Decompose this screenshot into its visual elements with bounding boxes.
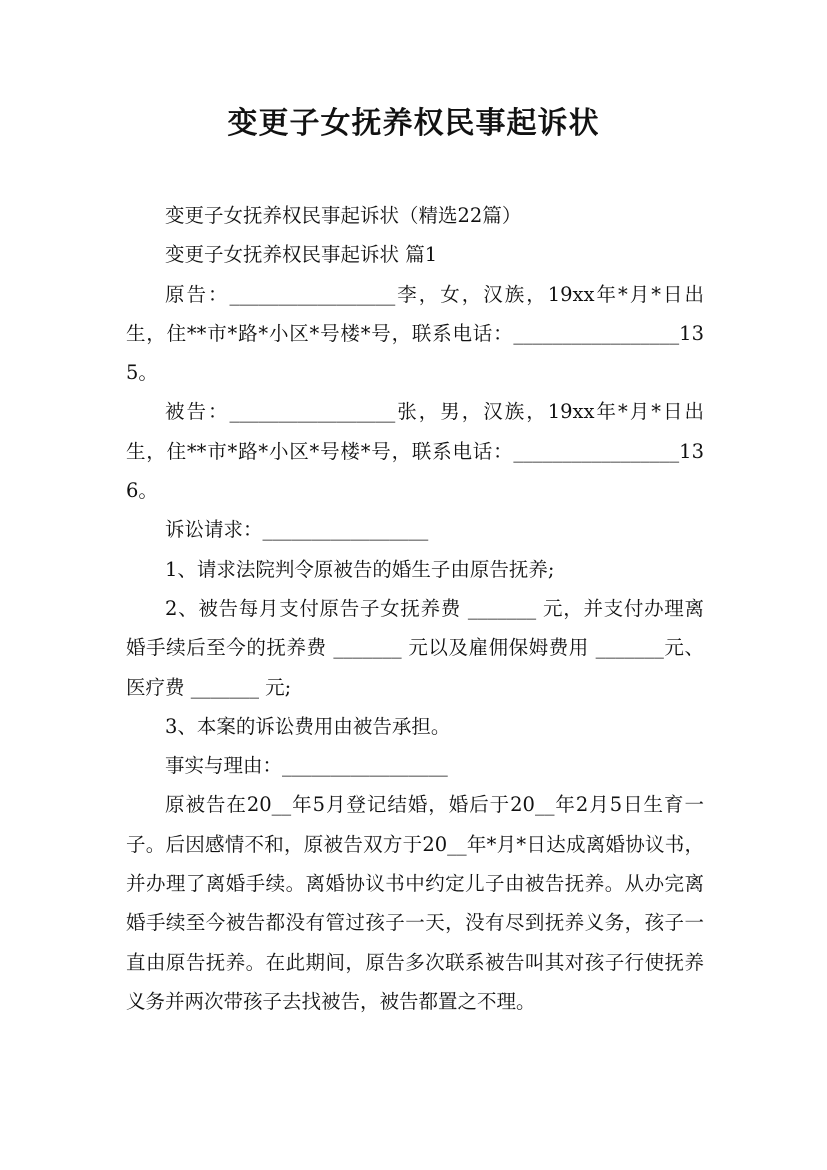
- facts-paragraph: 原被告在20__年5月登记结婚，婚后于20__年2月5日生育一子。后因感情不和，原被告双方于20__年*月*日达成离婚协议书，并办理了离婚手续。离婚协议书中约定儿子由被告抚养。从办完离婚手续至今被告都没有管过孩子一天，没有尽到抚养义务，孩子一直由原告抚养。在此期间，原告多次联系被告叫其对孩子行使抚养义务并两次带孩子去找被告，被告都置之不理。: [126, 793, 704, 1013]
- document-body: [126, 196, 704, 1021]
- section-heading: 变更子女抚养权民事起诉状 篇1: [165, 243, 438, 267]
- facts-heading: 事实与理由：_________________: [165, 754, 448, 778]
- document-title: 变更子女抚养权民事起诉状: [227, 106, 600, 141]
- claims-heading: 诉讼请求：_________________: [165, 518, 429, 542]
- claim-item-1: 1、请求法院判令原被告的婚生子由原告抚养;: [165, 557, 555, 581]
- defendant-paragraph: 被告：_________________张，男，汉族，19xx年*月*日出生，住**市*路*小区*号楼*号，联系电话：_________________136。: [126, 400, 704, 503]
- claim-item-3: 3、本案的诉讼费用由被告承担。: [165, 714, 451, 738]
- claim-item-2: 2、被告每月支付原告子女抚养费 _______ 元，并支付办理离婚手续后至今的抚养费 _______ 元以及雇佣保姆费用 _______元、医疗费 _______ 元;: [126, 596, 704, 699]
- subtitle-paragraph: 变更子女抚养权民事起诉状（精选22篇）: [165, 204, 522, 227]
- plaintiff-paragraph: 原告：_________________李，女，汉族，19xx年*月*日出生，住**市*路*小区*号楼*号，联系电话：_________________135。: [126, 282, 704, 385]
